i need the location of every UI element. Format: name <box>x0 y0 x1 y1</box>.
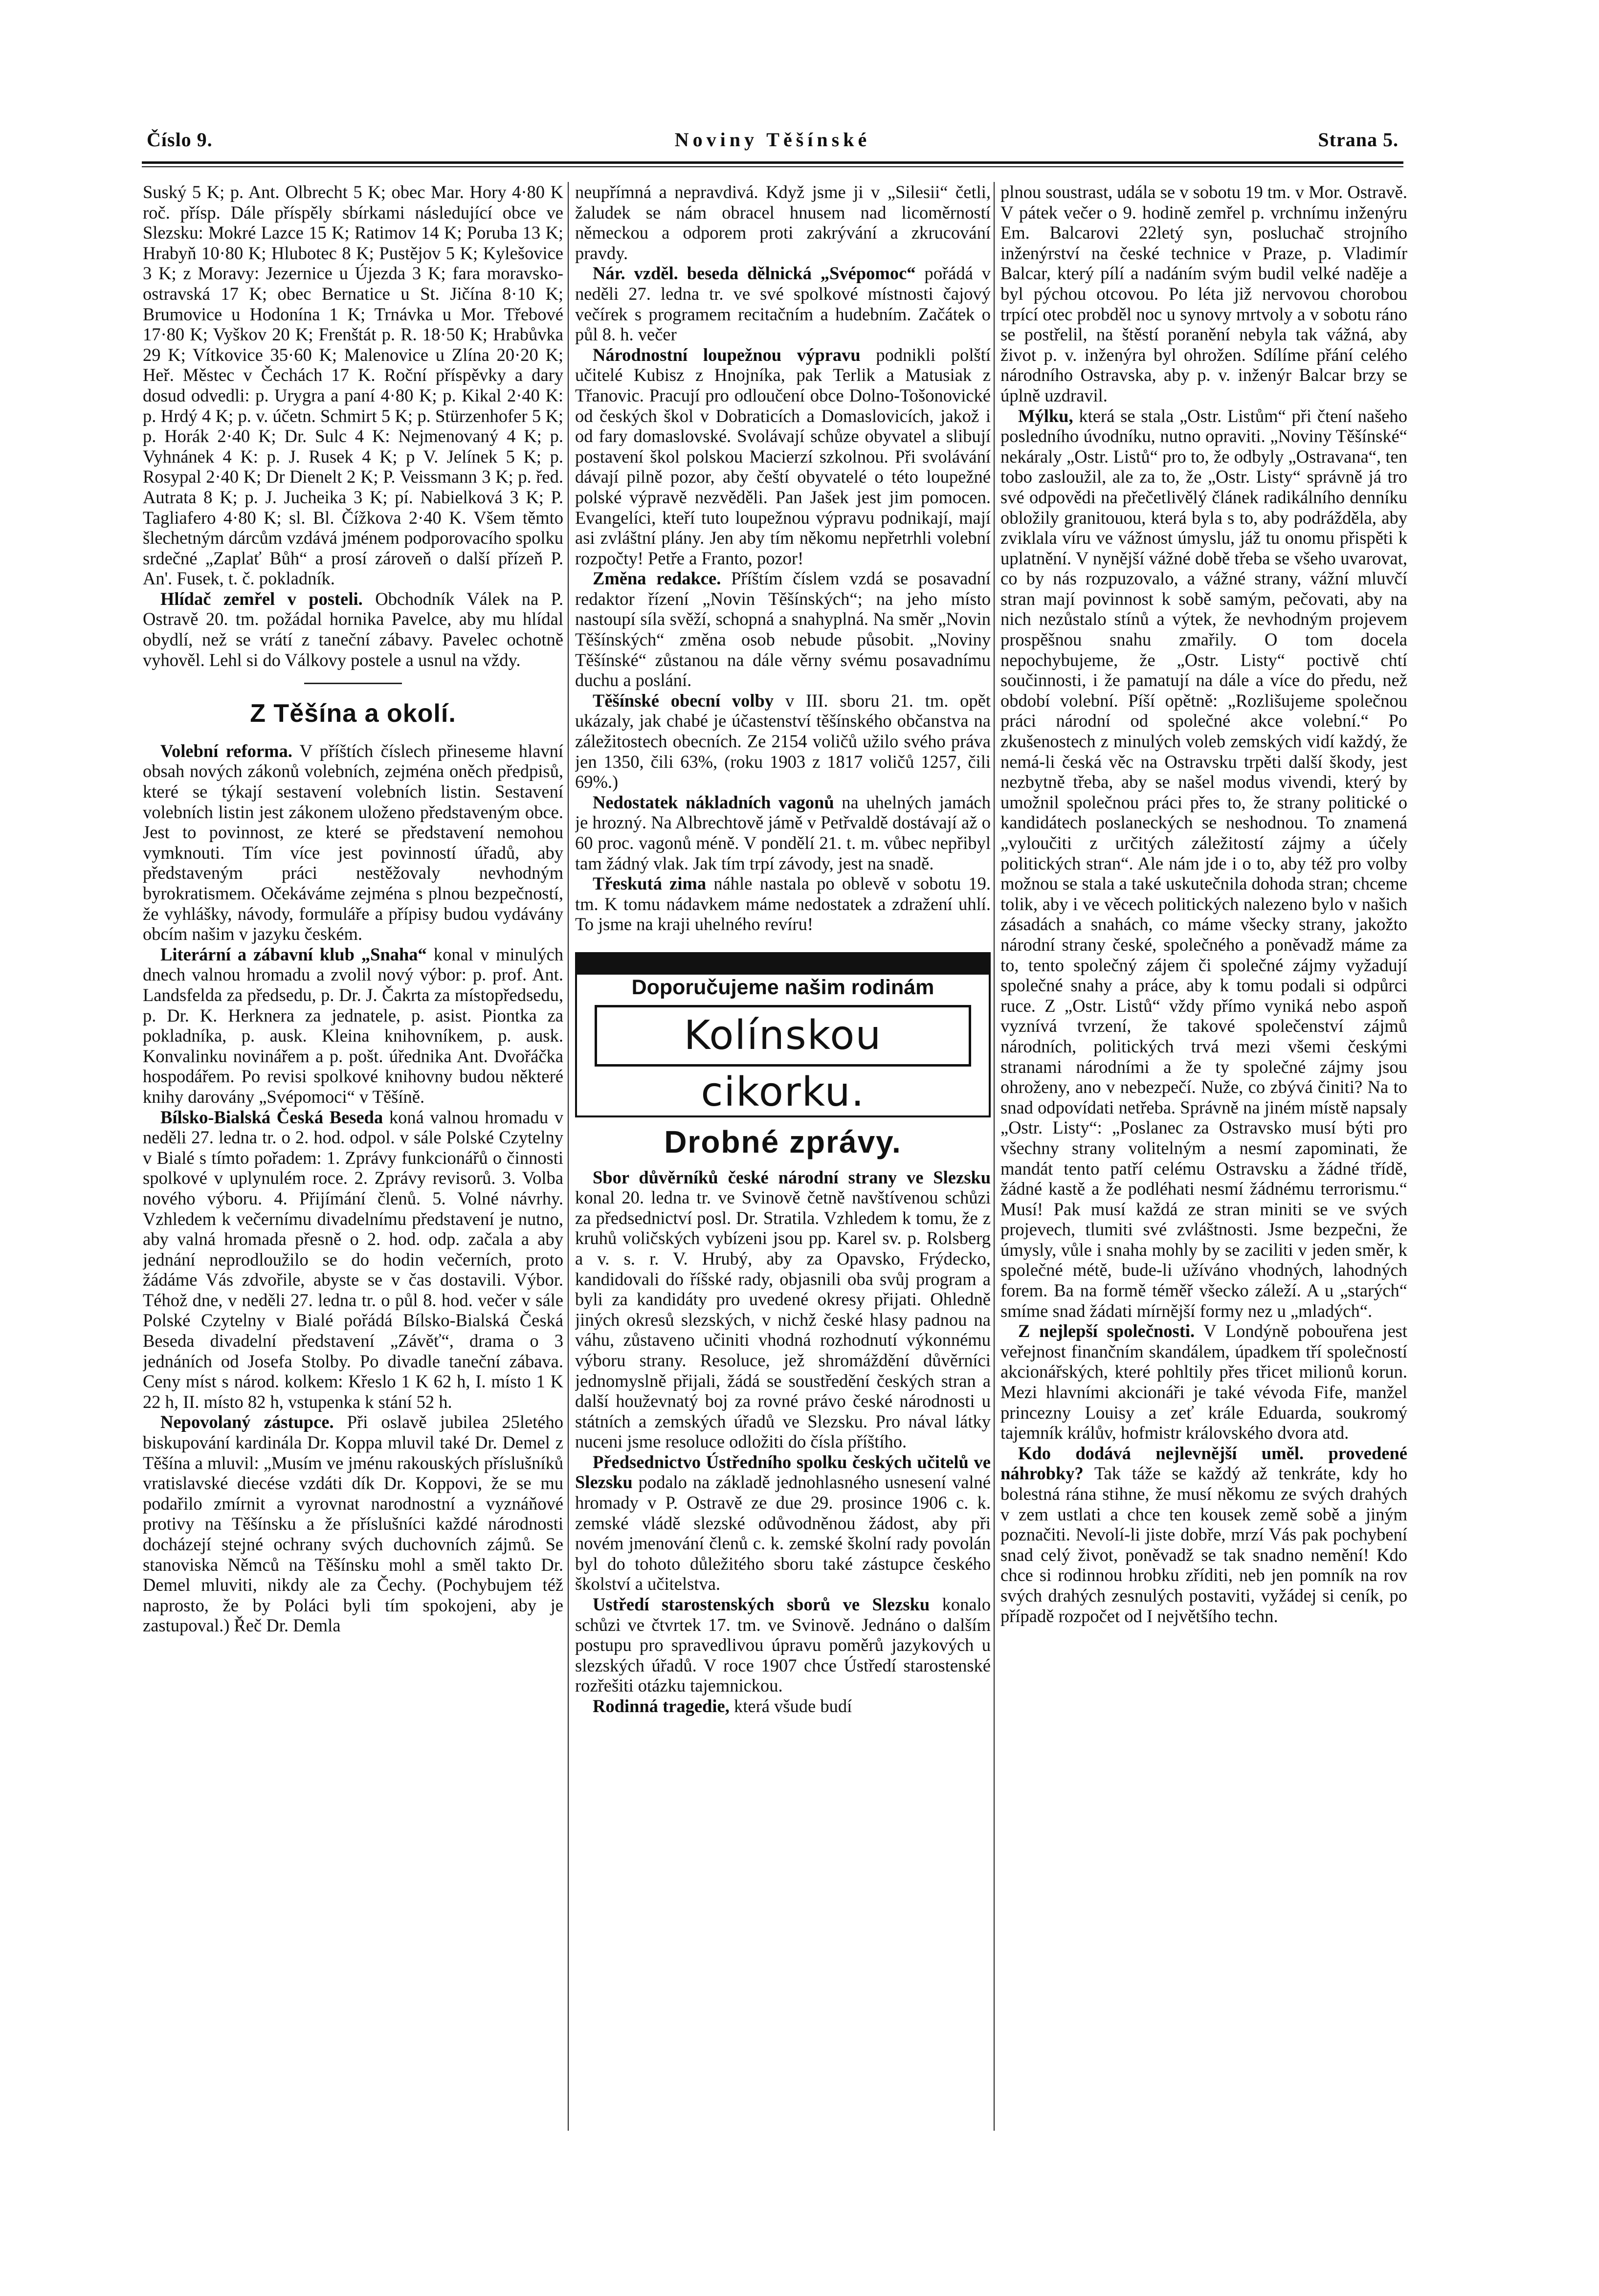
article-paragraph: Rodinná tragedie, která všude budí <box>593 1696 852 1716</box>
section-heading: Z Těšína a okolí. <box>250 699 456 728</box>
header-rule <box>142 161 1403 164</box>
article-lead: Volební reforma. <box>160 740 292 761</box>
advertisement-box <box>575 952 991 1117</box>
article-paragraph: neupřímná a nepravdivá. Když jsme ji v „Silesii“ četli, žaludek se nám obracel hnusem nad licoměrností německou a odporem proti zakrývání a zkrucování pravdy. <box>575 182 991 263</box>
ad-headline: Doporučujeme našim rodinám <box>631 975 934 999</box>
article-paragraph: Volební reforma. V příštích číslech přineseme hlavní obsah nových zákonů volebních, zejména oněch předpisů, které se týkají sestavení volebních listin. Sestavení volebních listin jest zákonem uloženo představeným obce. Jest to povinnost, ze které se představení nemohou vymknouti. Tím více jest povinností úřadů, aby představeným práci nestěžovaly nevhodným byrokratismem. Očekáváme zejména s plnou bezpečností, že vyhlášky, návody, formuláře a přípisy budou vydávány obcím našim v jazyku českém. <box>143 740 563 944</box>
article-lead: Z nejlepší společnosti. <box>1018 1321 1195 1341</box>
issue-number: Číslo 9. <box>147 129 213 151</box>
article-lead: Nár. vzděl. beseda dělnická „Svépomoc“ <box>593 263 916 284</box>
column-divider <box>568 182 569 2131</box>
article-lead: Těšínské obecní volby <box>593 690 774 711</box>
article-lead: Rodinná tragedie, <box>593 1696 730 1716</box>
masthead-title: Noviny Těšínské <box>674 129 871 151</box>
article-lead: Nedostatek nákladních vagonů <box>593 792 834 812</box>
article-paragraph: Kdo dodává nejlevnější uměl. provedené náhrobky? Tak táže se každý až tenkráte, kdy ho bolestná rána stihne, že musí někomu ze svých drahých v zem ustlati a chce ten kousek země sobě a jiným poznačiti. Nevolí-li jiste dobře, mrzí Vás pak pochybení snad celý život, poněvadž se tak snadno nemění! Kdo chce si rodinnou hrobku zříditi, neb jen pomník na rov svých drahých zesnulých postaviti, vyžádej si ceník, po případě rozpočet od I největšího techn. <box>1000 1443 1407 1626</box>
column-3 <box>1000 182 1407 2138</box>
article-paragraph: Národnostní loupežnou výpravu podnikli polští učitelé Kubisz z Hnojníka, pak Terlik a Matusiak z Třanovic. Pracují pro odloučení obce Dolno-Tošonovické od českých škol v Dobraticích a Domaslovicích, jakož i od fary domaslovské. Svolávají schůze obyvatel a slibují postavení škol polskou Macierzí szkolnou. Při svolávání dávají pilně pozor, aby čeští obyvatelé o této loupežné polské výpravě nezvěděli. Pan Jašek jest jim pomocen. Evangelíci, kteří tuto loupežnou výpravu podnikají, mají asi zvláštní plány. Jen aby tím někomu nepřetrhli volební rozpočty! Petře a Franto, pozor! <box>575 344 991 568</box>
article-lead: Změna redakce. <box>593 568 721 589</box>
article-lead: Sbor důvěrníků české národní strany ve Slezsku <box>593 1167 991 1187</box>
column-divider <box>994 182 995 2131</box>
article-paragraph: Předsednictvo Ústředního spolku českých učitelů ve Slezsku podalo na základě jednohlasného usnesení valné hromady v P. Ostravě ze due 29. prosince 1906 c. k. zemské vládě slezské odůvodněnou žádost, aby při novém jmenování členů c. k. zemské školní rady povolán byl do tohoto důležitého sboru také zástupce českého školství a učitelstva. <box>575 1451 991 1594</box>
ad-product-logo: Kolínskou cikorku. <box>595 1005 971 1067</box>
article-lead: Třeskutá zima <box>593 873 707 894</box>
article-lead: Mýlku, <box>1018 405 1073 426</box>
section-heading: Drobné zprávy. <box>664 1124 902 1159</box>
article-paragraph: Nepovolaný zástupce. Při oslavě jubilea 25letého biskupování kardinála Dr. Koppa mluvil také Dr. Demel z Těšína a mluvil: „Musím ve jménu rakouských příslušníků vratislavské diecése vzdáti dík Dr. Koppovi, že se mu podařilo zmírnit a vyrovnat narodnostní a vyznáňové protivy na Těšínsku a že příslušníci každé národnosti docházejí stejné ochrany svých duchovních zájmů. Se stanoviska Němců na Těšínsku mohl a směl takto Dr. Demel mluviti, nikdy ale za Čechy. (Pochybujem též naprosto, že by Poláci byli tím spokojeni, aby je zastupoval.) Řeč Dr. Demla <box>143 1412 563 1636</box>
article-paragraph: plnou soustrast, udála se v sobotu 19 tm. v Mor. Ostravě. V pátek večer o 9. hodině zemřel p. vrchnímu inženýru Em. Balcarovi 22letý syn, posluchač strojního inženýrství na české technice v Praze, p. Vladimír Balcar, který pílí a nadáním svým budil velké naděje a byl pýchou otcovou. Po léta již nervovou chorobou trpící otec probděl noc u synovy mrtvoly a v sobotu ráno se postřelil, na štěstí poranění nebyla tak vážná, aby život p. v. inženýra byl ohrožen. Sdílíme přání celého národního Ostravska, aby p. v. inženýr Balcar brzy se úplně uzdravil. <box>1000 182 1407 405</box>
article-lead: Ustředí starostenských sborů ve Slezsku <box>593 1594 930 1615</box>
article-paragraph: Těšínské obecní volby v III. sboru 21. tm. opět ukázaly, jak chabé je účastenství těšínského občanstva na záležitostech obecních. Ze 2154 voličů užilo svého práva jen 1350, čili 63%, (roku 1903 z 1817 voličů 1257, čili 69%.) <box>575 690 991 792</box>
article-paragraph: Z nejlepší společnosti. V Londýně pobouřena jest veřejnost finančním skandálem, úpadkem tří společností akcionářských, které pohltily přes třicet milionů korun. Mezi hlavními akcionáři je také vévoda Fife, manžel princezny Louisy a zeť krále Eduarda, soukromý tajemník králův, hofmistr královského dvora atd. <box>1000 1321 1407 1443</box>
article-lead: Kdo dodává nejlevnější uměl. provedené náhrobky? <box>1000 1443 1407 1484</box>
article-paragraph: Bílsko-Bialská Česká Beseda koná valnou hromadu v neděli 27. ledna tr. o 2. hod. odpol. v sále Polské Czytelny v Bialé s tímto pořadem: 1. Zprávy funkcionářů o činnosti spolkové v uplynulém roce. 2. Zprávy revisorů. 3. Volba nového výboru. 4. Přijímání členů. 5. Volné návrhy. Vzhledem k večernímu divadelnímu představení je nutno, aby valná hromada přesně o 2. hod. odp. začala a aby jednání neprodloužilo se do hodin večerních, proto žádáme Vás zdvořile, abyste se v čas dostavili. Výbor. Téhož dne, v neděli 27. ledna tr. o půl 8. hod. večer v sále Polské Czytelny v Bialé pořádá Bílsko-Bialská Česká Beseda divadelní představení „Závěť“, drama o 3 jednáních od Josefa Stolby. Po divadle taneční zábava. Ceny míst s národ. kolkem: Křeslo 1 K 62 h, I. místo 1 K 22 h, II. místo 82 h, vstupenka k stání 52 h. <box>143 1107 563 1412</box>
article-paragraph: Sbor důvěrníků české národní strany ve Slezsku konal 20. ledna tr. ve Svinově četně navštívenou schůzi za předsednictví posl. Dr. Stratila. Vzhledem k tomu, že z kruhů voličských vybízeni jsou pp. Karel sv. p. Rolsberg a v. s. r. V. Hrubý, aby za Opavsko, Frýdecko, kandidovali do říšské rady, objasnili oba svůj program a byli za kandidáty pro uvedené okresy přijati. Ohledně jiných okresů slezských, v nichž české hlasy padnou na váhu, zůstaveno učiniti vhodná rozhodnutí výkonnému výboru strany. Resoluce, jež shromáždění důvěrníci jednomyslně přijali, žádá se soustředění českých stran a další houževnatý boj za rovné právo české národnosti u státních a zemských úřadů ve Slezsku. Pro nával látky nuceni jsme resoluce odložiti do čísla příštího. <box>575 1167 991 1452</box>
article-lead: Nepovolaný zástupce. <box>160 1412 334 1432</box>
page-number: Strana 5. <box>1318 129 1399 151</box>
article-lead: Národnostní loupežnou výpravu <box>593 344 861 365</box>
article-paragraph: Mýlku, která se stala „Ostr. Listům“ při čtení našeho posledního úvodníku, nutno opraviti. „Noviny Těšínské“ nekáraly „Ostr. Listů“ pro to, že odbyly „Ostravana“, ten tobo zasloužil, ale za to, že „Ostr. Listy“ správně já tro své odpovědi na přečetlivělý článek radikálního denníku obložily granitouou, která byla s to, aby podrážděla, aby zviklala víru ve vážnost úmyslu, jáž tu onomu přispěti k uplatnění. V nynější vážné době třeba se všeho uvarovat, co by nás rozpuzovalo, a vážné strany, vážní mluvčí stran mají povinnost k sobě samým, pečovati, aby na nich nezůstalo stínů a výtek, že nevhodným projevem prospěšnou snahu zmařily. O tom docela nepochybujeme, že „Ostr. Listy“ poctivě chtí součinnosti, i že pamatují na dále a více do předu, než období volební. Píší opětně: „Rozlišujeme společnou práci národní od společné akce volební.“ Po zkušenostech z minulých voleb zemských vidí každý, že nemá-li česká věc na Ostravsku trpěti další škody, jest nezbytně třeba, aby se našel modus vivendi, který by umožnil společnou práci přes to, že strany politické o kandidátech poslaneckých se neshodnou. To znamená „vyloučiti z určitých záležitostí zájmy a účely politických stran“. Ale nám jde i o to, aby též pro volby možnou se stala a také uskutečnila dohoda stran; chceme tolik, aby i ve věcech politických nalezeno bylo v našich zásadách a snahách, co máme všecky strany, jakožto národní strany české, společného a poněvadž máme za to, tento společný zájem či společné zájmy vyžadují společné snahy a práce, aby k tomu podali si odpůrci ruce. Z „Ostr. Listů“ vždy přímo vyniká nebo aspoň vyznívá tvrzení, že takové společenství zájmů národních, politických trvá mezi všemi českými stranami národními a že ty společné zájmy jsou ohroženy, ano v nebezpečí. Nuže, co zbývá činiti? Na to snad odpovídati netřeba. Správně na jiném místě napsaly „Ostr. Listy“: „Poslanec za Ostravsko musí býti pro všechny strany volitelným a nesmí zapominati, že mandát tento patří celému Ostravsku a žádné třídě, žádné kastě a že podléhati nesmí žádnému terrorismu.“ Musí! Pak musí každá ze stran miniti se ve svých projevech, tlumiti své zvláštnosti. Jsme bezpečni, že úmysly, vůle i snaha mohly by se zaciliti v jeden směr, k společné métě, bude-li užíváno vhodných, lahodných forem. Ba na formě téměř všecko záleží. A u „starých“ smíme snad žádati mírnější formy nez u „mladých“. <box>1000 405 1407 1321</box>
article-paragraph: Hlídač zemřel v posteli. Obchodník Válek na P. Ostravě 20. tm. požádal hornika Pavelce, aby mu hlídal obydlí, než se vrátí z taneční zábavy. Pavelec ochotně vyhověl. Lehl si do Válkovy postele a usnul na vždy. <box>143 588 563 670</box>
article-paragraph: Ustředí starostenských sborů ve Slezsku konalo schůzi ve čtvrtek 17. tm. ve Svinově. Jednáno o dalším postupu pro spravedlivou úpravu poměrů jazykových u slezských úřadů. V roce 1907 chce Ústředí starostenské rozřešiti otázku tajemnickou. <box>575 1594 991 1696</box>
column-2 <box>575 182 991 2138</box>
section-divider <box>304 683 402 684</box>
article-lead: Hlídač zemřel v posteli. <box>160 588 363 609</box>
article-lead: Bílsko-Bialská Česká Beseda <box>160 1107 383 1127</box>
column-1 <box>143 182 563 2138</box>
article-paragraph: Třeskutá zima náhle nastala po oblevě v sobotu 19. tm. K tomu nádavkem máme nedostatek a zdražení uhlí. To jsme na kraji uhelného revíru! <box>575 873 991 935</box>
ad-top-bar <box>577 954 989 975</box>
page-header <box>147 128 1399 157</box>
article-paragraph: Suský 5 K; p. Ant. Olbrecht 5 K; obec Mar. Hory 4·80 K roč. přísp. Dále příspěly sbírkami následující obce ve Slezsku: Mokré Lazce 15 K; Ratimov 14 K; Poruba 13 K; Hrabyň 10·80 K; Hlubotec 8 K; Pustějov 5 K; Kylešovice 3 K; z Moravy: Jezernice u Újezda 3 K; fara moravsko-ostravská 17 K; obec Bernatice u St. Jičína 8·10 K; Brumovice u Hodonína 1 K; Trnávka u Mor. Třebové 17·80 K; Vyškov 20 K; Frenštát p. R. 18·50 K; Hrabůvka 29 K; Vítkovice 35·60 K; Malenovice u Zlína 20·20 K; Heř. Městec v Čechách 17 K. Roční příspěvky a dary dosud odvedli: p. Urygra a paní 4·80 K; p. Kikal 2·40 K: p. Hrdý 4 K; p. v. účetn. Schmirt 5 K; p. Stürzenhofer 5 K; p. Horák 2·40 K; Dr. Sulc 4 K: Nejmenovaný 4 K; p. Vyhnánek 4 K: p. J. Rusek 4 K; p V. Jelínek 5 K; p. Rosypal 2·40 K; Dr Dienelt 2 K; P. Veissmann 3 K; p. řed. Autrata 8 K; p. J. Jucheika 3 K; pí. Nabielková 3 K; P. Tagliafero 4·80 K; sl. Bl. Čížkova 2·40 K. Všem těmto šlechetným dárcům vzdává jménem podporovacího spolku srdečné „Zaplať Bůh“ a prosí zároveň o další přízeň P. An'. Fusek, t. č. pokladník. <box>143 182 563 589</box>
article-paragraph: Nár. vzděl. beseda dělnická „Svépomoc“ pořádá v neděli 27. ledna tr. ve své spolkové místnosti čajový večírek s programem recitačním a hudebním. Začátek o půl 8. h. večer <box>575 263 991 345</box>
article-paragraph: Literární a zábavní klub „Snaha“ konal v minulých dnech valnou hromadu a zvolil nový výbor: p. prof. Ant. Landsfelda za předsedu, p. Dr. J. Čakrta za místopředsedu, p. Dr. K. Herknera za jednatele, p. asist. Piontka za pokladníka, p. ausk. Kleina knihovníkem, p. ausk. Konvalinku novinářem a p. pošt. úřednika Ant. Dvořáčka hospodářem. Po revisi spolkové knihovny budou některé knihy darovány „Svépomoci“ v Těšíně. <box>143 944 563 1107</box>
article-lead: Předsednictvo Ústředního spolku českých učitelů ve Slezsku <box>575 1451 991 1493</box>
header-rule-thin <box>142 166 1403 167</box>
article-paragraph: Nedostatek nákladních vagonů na uhelných jamách je hrozný. Na Albrechtově jámě v Petřvaldě dostávají až o 60 proc. vagonů méně. V pondělí 21. t. m. vůbec nepřibyl tam žádný vlak. Jak tím trpí závody, jest na snadě. <box>575 792 991 873</box>
article-lead: Literární a zábavní klub „Snaha“ <box>160 944 427 964</box>
article-paragraph: Změna redakce. Příštím číslem vzdá se posavadní redaktor řízení „Novin Těšínských“; na jeho místo nastoupí síla svěží, schopná a snahyplná. Na směr „Novin Těšínských“ změna osob nebude působit. „Noviny Těšínské“ zůstanou na dále věrny svému posavadnímu duchu a poslání. <box>575 568 991 691</box>
